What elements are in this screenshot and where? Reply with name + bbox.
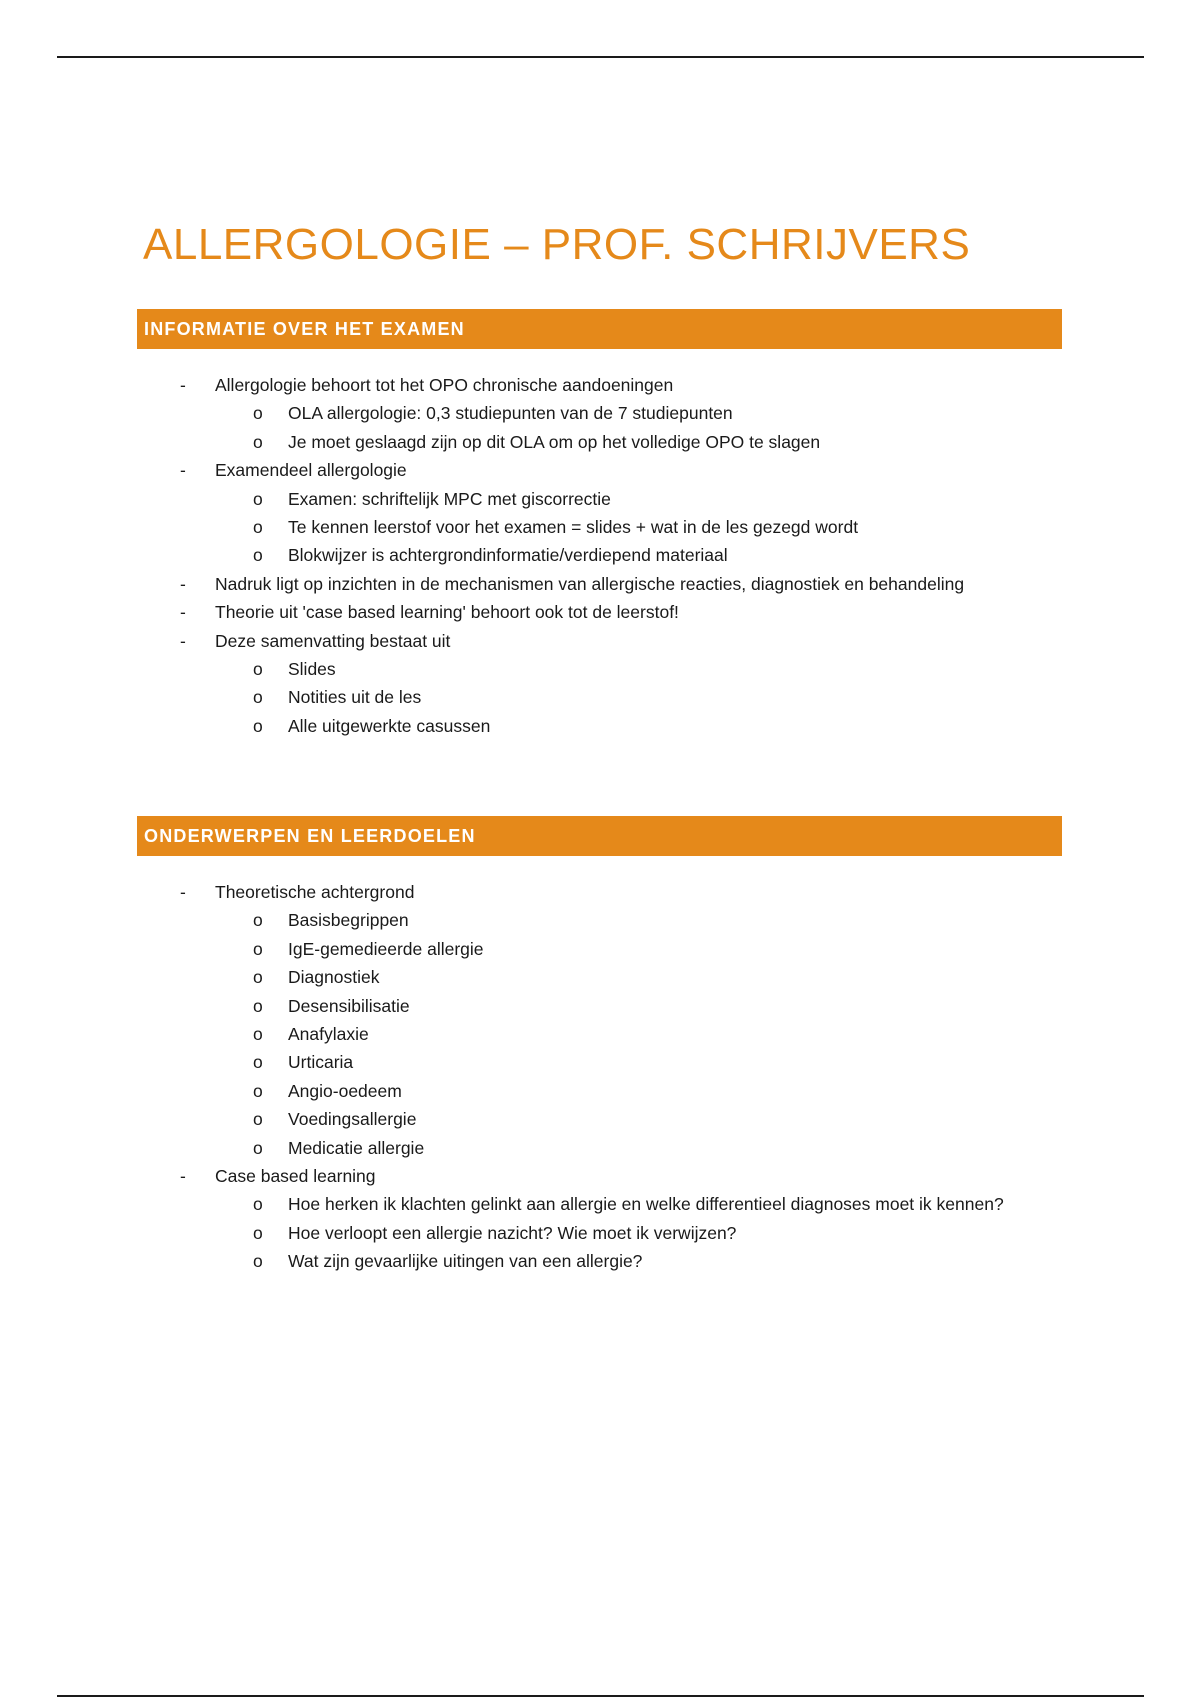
sub-list-item xyxy=(0,1020,1200,1048)
circle-bullet: o xyxy=(253,967,263,988)
sub-list-item xyxy=(0,1190,1200,1218)
circle-bullet: o xyxy=(253,1194,263,1215)
sub-list-item xyxy=(0,399,1200,427)
list-item-text: Hoe verloopt een allergie nazicht? Wie moet ik verwijzen? xyxy=(288,1222,737,1243)
circle-bullet: o xyxy=(253,1052,263,1073)
sub-list-item xyxy=(0,655,1200,683)
list-item xyxy=(0,371,1200,399)
circle-bullet: o xyxy=(253,1023,263,1044)
dash-bullet: - xyxy=(180,882,186,902)
list-item xyxy=(0,878,1200,906)
list-item xyxy=(0,456,1200,484)
list-item-text: Theoretische achtergrond xyxy=(215,882,415,902)
list-item-text: Theorie uit 'case based learning' behoort ook tot de leerstof! xyxy=(215,602,679,623)
list-item xyxy=(0,570,1200,598)
list-item xyxy=(0,1162,1200,1190)
list-item-text: Basisbegrippen xyxy=(288,910,409,931)
list-item-text: Notities uit de les xyxy=(288,687,422,708)
exam-info-list xyxy=(0,371,1200,740)
sub-list-item xyxy=(0,712,1200,740)
list-item-text: IgE-gemedieerde allergie xyxy=(288,938,484,959)
list-item-text: Deze samenvatting bestaat uit xyxy=(215,630,451,651)
circle-bullet: o xyxy=(253,1109,263,1130)
dash-bullet: - xyxy=(180,630,186,651)
circle-bullet: o xyxy=(253,910,263,931)
header-rule xyxy=(57,56,1144,58)
circle-bullet: o xyxy=(253,658,263,679)
list-item-text: Urticaria xyxy=(288,1052,354,1073)
list-item-text: Voedingsallergie xyxy=(288,1109,417,1130)
sub-list-item xyxy=(0,1134,1200,1162)
list-item xyxy=(0,627,1200,655)
list-item-text: Slides xyxy=(288,658,336,679)
footer-rule xyxy=(57,1695,1144,1697)
circle-bullet: o xyxy=(253,1222,263,1243)
sub-list-item xyxy=(0,1105,1200,1133)
circle-bullet: o xyxy=(253,1251,263,1272)
circle-bullet: o xyxy=(253,488,263,509)
topics-list xyxy=(0,878,1200,1275)
circle-bullet: o xyxy=(253,1080,263,1101)
sub-list-item xyxy=(0,513,1200,541)
sub-list-item xyxy=(0,485,1200,513)
circle-bullet: o xyxy=(253,687,263,708)
circle-bullet: o xyxy=(253,545,263,566)
sub-list-item xyxy=(0,1247,1200,1275)
circle-bullet: o xyxy=(253,995,263,1016)
sub-list-item xyxy=(0,428,1200,456)
sub-list-item xyxy=(0,992,1200,1020)
circle-bullet: o xyxy=(253,516,263,537)
list-item xyxy=(0,598,1200,626)
circle-bullet: o xyxy=(253,403,263,424)
list-item-text: Blokwijzer is achtergrondinformatie/verdiepend materiaal xyxy=(288,545,728,566)
dash-bullet: - xyxy=(180,460,186,481)
list-item-text: Wat zijn gevaarlijke uitingen van een allergie? xyxy=(288,1251,643,1272)
list-item-text: Case based learning xyxy=(215,1165,376,1186)
list-item-text: Examendeel allergologie xyxy=(215,460,407,481)
sub-list-item xyxy=(0,1077,1200,1105)
circle-bullet: o xyxy=(253,938,263,959)
list-item-text: Diagnostiek xyxy=(288,967,380,988)
sub-list-item xyxy=(0,1219,1200,1247)
circle-bullet: o xyxy=(253,1137,263,1158)
circle-bullet: o xyxy=(253,715,263,736)
list-item-text: Examen: schriftelijk MPC met giscorrectie xyxy=(288,488,611,509)
list-item-text: Je moet geslaagd zijn op dit OLA om op het volledige OPO te slagen xyxy=(288,431,821,452)
dash-bullet: - xyxy=(180,602,186,623)
circle-bullet: o xyxy=(253,431,263,452)
list-item-text: Te kennen leerstof voor het examen = slides + wat in de les gezegd wordt xyxy=(288,516,859,537)
sub-list-item xyxy=(0,935,1200,963)
sub-list-item xyxy=(0,683,1200,711)
list-item-text: Alle uitgewerkte casussen xyxy=(288,715,491,736)
section-heading-bar xyxy=(137,816,1062,856)
dash-bullet: - xyxy=(180,375,186,395)
list-item-text: OLA allergologie: 0,3 studiepunten van de 7 studiepunten xyxy=(288,403,733,424)
sub-list-item xyxy=(0,1048,1200,1076)
list-item-text: Desensibilisatie xyxy=(288,995,410,1016)
section-heading-bar xyxy=(137,309,1062,349)
list-item-text: Hoe herken ik klachten gelinkt aan allergie en welke differentieel diagnoses moet ik kennen? xyxy=(288,1194,1004,1215)
sub-list-item xyxy=(0,541,1200,569)
list-item-text: Anafylaxie xyxy=(288,1023,369,1044)
document-title: ALLERGOLOGIE – PROF. SCHRIJVERS xyxy=(143,220,971,269)
list-item-text: Nadruk ligt op inzichten in de mechanismen van allergische reacties, diagnostiek en behandeling xyxy=(215,573,965,594)
list-item-text: Allergologie behoort tot het OPO chronische aandoeningen xyxy=(215,375,674,395)
sub-list-item xyxy=(0,963,1200,991)
list-item-text: Medicatie allergie xyxy=(288,1137,425,1158)
sub-list-item xyxy=(0,906,1200,934)
list-item-text: Angio-oedeem xyxy=(288,1080,402,1101)
section-heading: INFORMATIE OVER HET EXAMEN xyxy=(144,318,465,339)
section-heading: ONDERWERPEN EN LEERDOELEN xyxy=(144,825,476,846)
dash-bullet: - xyxy=(180,1165,186,1186)
dash-bullet: - xyxy=(180,573,186,594)
